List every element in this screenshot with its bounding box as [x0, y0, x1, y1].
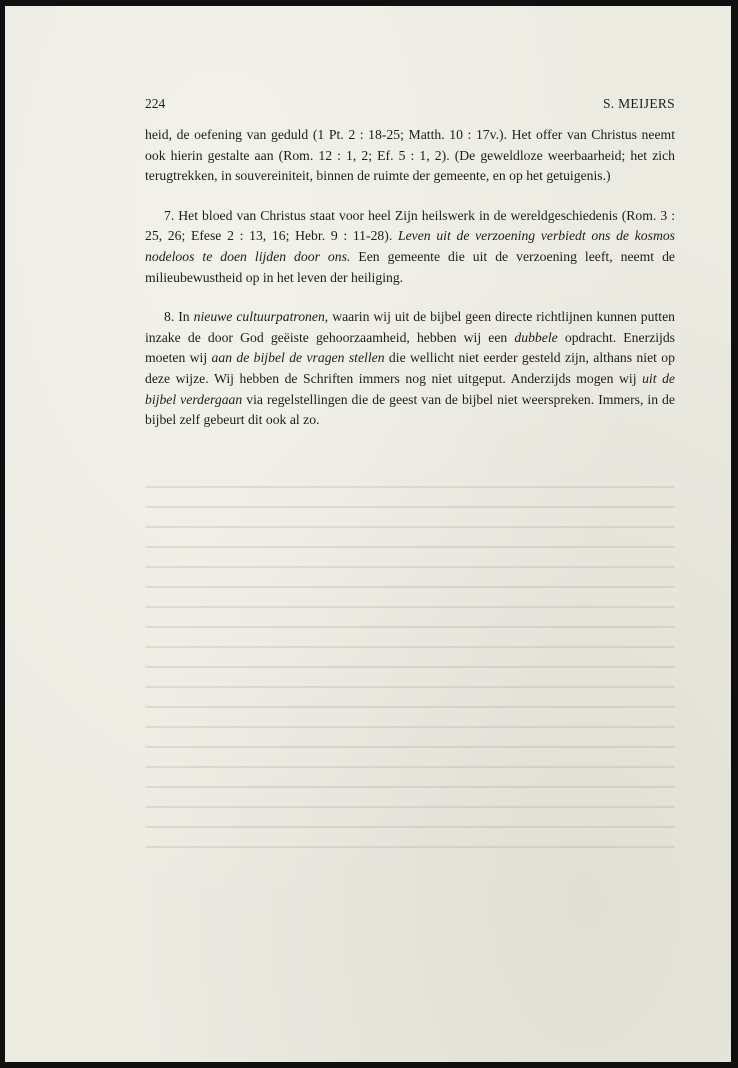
- text-run: via regelstellingen die de geest van de bijbel niet weerspreken. Immers, in de bijbel zelf gebeurt dit ook al zo.: [145, 391, 675, 428]
- text-run: 7. Het bloed van Christus staat voor heel Zijn heilswerk in de wereldgeschiedenis (Rom. 3 : 25, 26; Efese 2 : 13, 16; Hebr. 9 : 11-28).: [145, 207, 675, 244]
- page-number: 224: [145, 96, 166, 111]
- italic-phrase: aan de bijbel de vragen stellen: [211, 350, 385, 366]
- show-through-text: [145, 486, 675, 886]
- body-text: [145, 125, 675, 450]
- text-run: waarin wij uit de bijbel geen directe richtlijnen kunnen putten inzake de door God geëiste gehoorzaamheid, hebben wij een: [145, 309, 675, 345]
- paragraph-8: [145, 307, 675, 431]
- italic-phrase: dubbele: [514, 329, 558, 345]
- running-header: [145, 96, 675, 116]
- text-run: die wellicht niet eerder gesteld zijn, althans niet op deze wijze. Wij hebben de Schriften immers nog niet uitgeput. Anderzijds mogen wij: [145, 350, 675, 386]
- italic-phrase: nieuwe cultuurpatronen,: [193, 309, 329, 325]
- text-run: Een gemeente die uit de verzoening leeft, neemt de milieubewustheid op in het leven der heiliging.: [145, 248, 675, 285]
- text-run: heid, de oefening van geduld (1 Pt. 2 : 18-25; Matth. 10 : 17v.). Het offer van Christus neemt ook hierin gestalte aan (Rom. 12 : 1, 2; Ef. 5 : 1, 2). (De geweldloze weerbaarheid; het zich terugtrekken, in souvereiniteit, binnen de ruimte der gemeente, en op het getuigenis.): [145, 127, 675, 184]
- running-head-author: S. MEIJERS: [602, 96, 675, 111]
- book-page: [5, 6, 731, 1062]
- text-run: opdracht. Enerzijds moeten wij: [145, 329, 675, 366]
- text-run: 8. In: [164, 309, 194, 325]
- italic-phrase: Leven uit de verzoening verbiedt ons de kosmos nodeloos te doen lijden door ons.: [145, 228, 675, 264]
- paragraph-7: [145, 206, 675, 288]
- italic-phrase: uit de bijbel verdergaan: [145, 370, 675, 407]
- paragraph-continued: [145, 125, 675, 187]
